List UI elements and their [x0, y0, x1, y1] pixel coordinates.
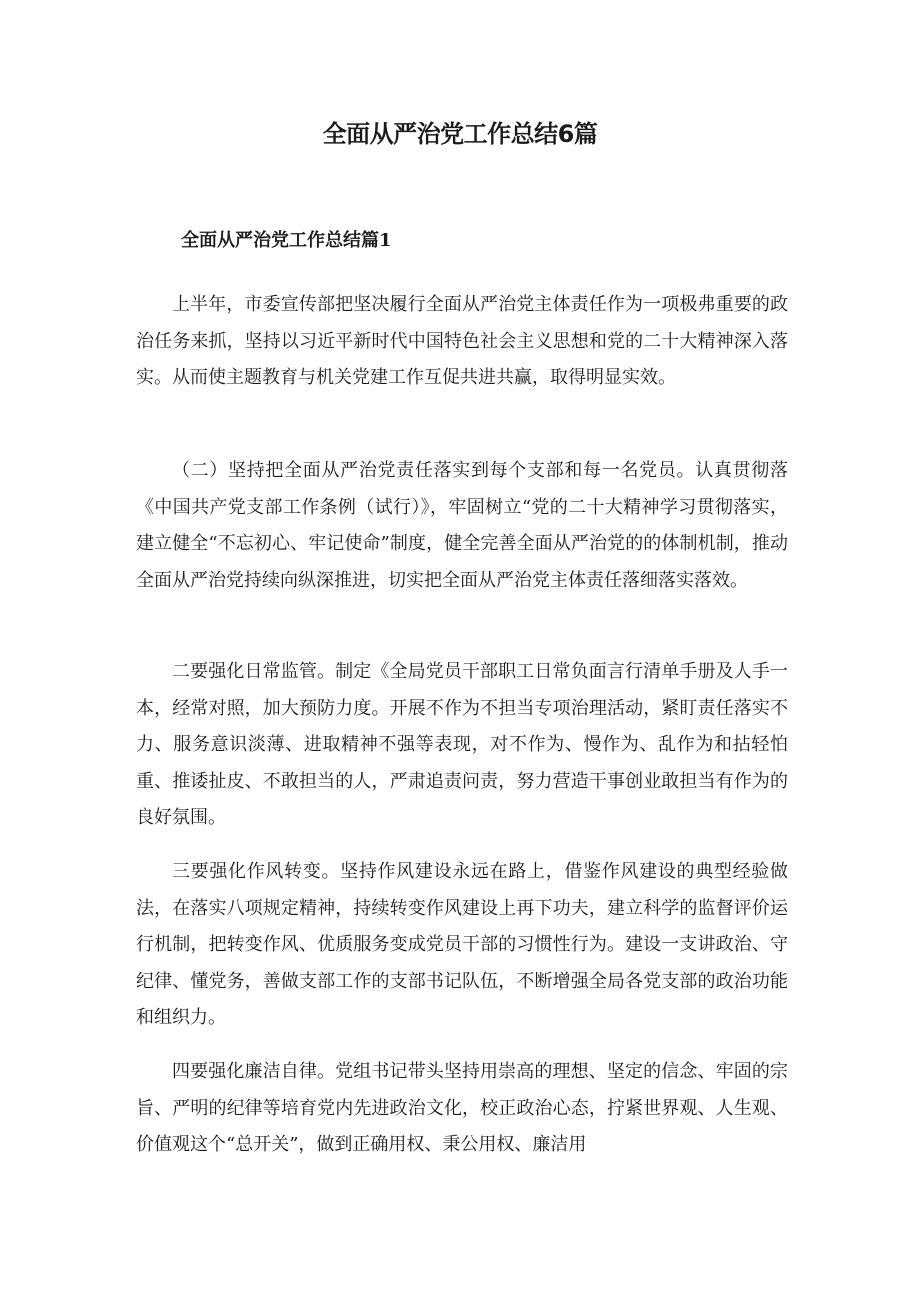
paragraph: 上半年，市委宣传部把坚决履行全面从严治党主体责任作为一项极弗重要的政治任务来抓，坚持以习近平新时代中国特色社会主义思想和党的二十大精神深入落实。从而使主题教育与机关党建工作互促共进共赢，取得明显实效。: [136, 294, 788, 388]
paragraph: 二要强化日常监管。制定《全局党员干部职工日常负面言行清单手册及人手一本，经常对照，加大预防力度。开展不作为不担当专项治理活动，紧盯责任落实不力、服务意识淡薄、进取精神不强等表现，对不作为、慢作为、乱作为和拈轻怕重、推诿扯皮、不敢担当的人，严肃追责问责，努力营造干事创业敢担当有作为的良好氛围。: [136, 661, 788, 828]
document-title: 全面从严治党工作总结6篇: [322, 120, 598, 148]
paragraph: （二）坚持把全面从严治党责任落实到每个支部和每一名党员。认真贯彻落《中国共产党支部工作条例（试行）》，牢固树立“党的二十大精神学习贯彻落实，建立健全“不忘初心、牢记使命”制度，健全完善全面从严治党的的体制机制，推动全面从严治党持续向纵深推进，切实把全面从严治党主体责任落细落实落效。: [136, 460, 788, 591]
section-heading: 全面从严治党工作总结篇1: [181, 230, 392, 251]
paragraph: 四要强化廉洁自律。党组书记带头坚持用崇高的理想、坚定的信念、牢固的宗旨、严明的纪律等培育党内先进政治文化，校正政治心态，拧紧世界观、人生观、价值观这个“总开关”，做到正确用权、秉公用权、廉洁用: [136, 1061, 788, 1155]
paragraph: 三要强化作风转变。坚持作风建设永远在路上，借鉴作风建设的典型经验做法，在落实八项规定精神，持续转变作风建设上再下功夫，建立科学的监督评价运行机制，把转变作风、优质服务变成党员干部的习惯性行为。建设一支讲政治、守纪律、懂党务，善做支部工作的支部书记队伍，不断增强全局各党支部的政治功能和组织力。: [136, 861, 788, 1028]
